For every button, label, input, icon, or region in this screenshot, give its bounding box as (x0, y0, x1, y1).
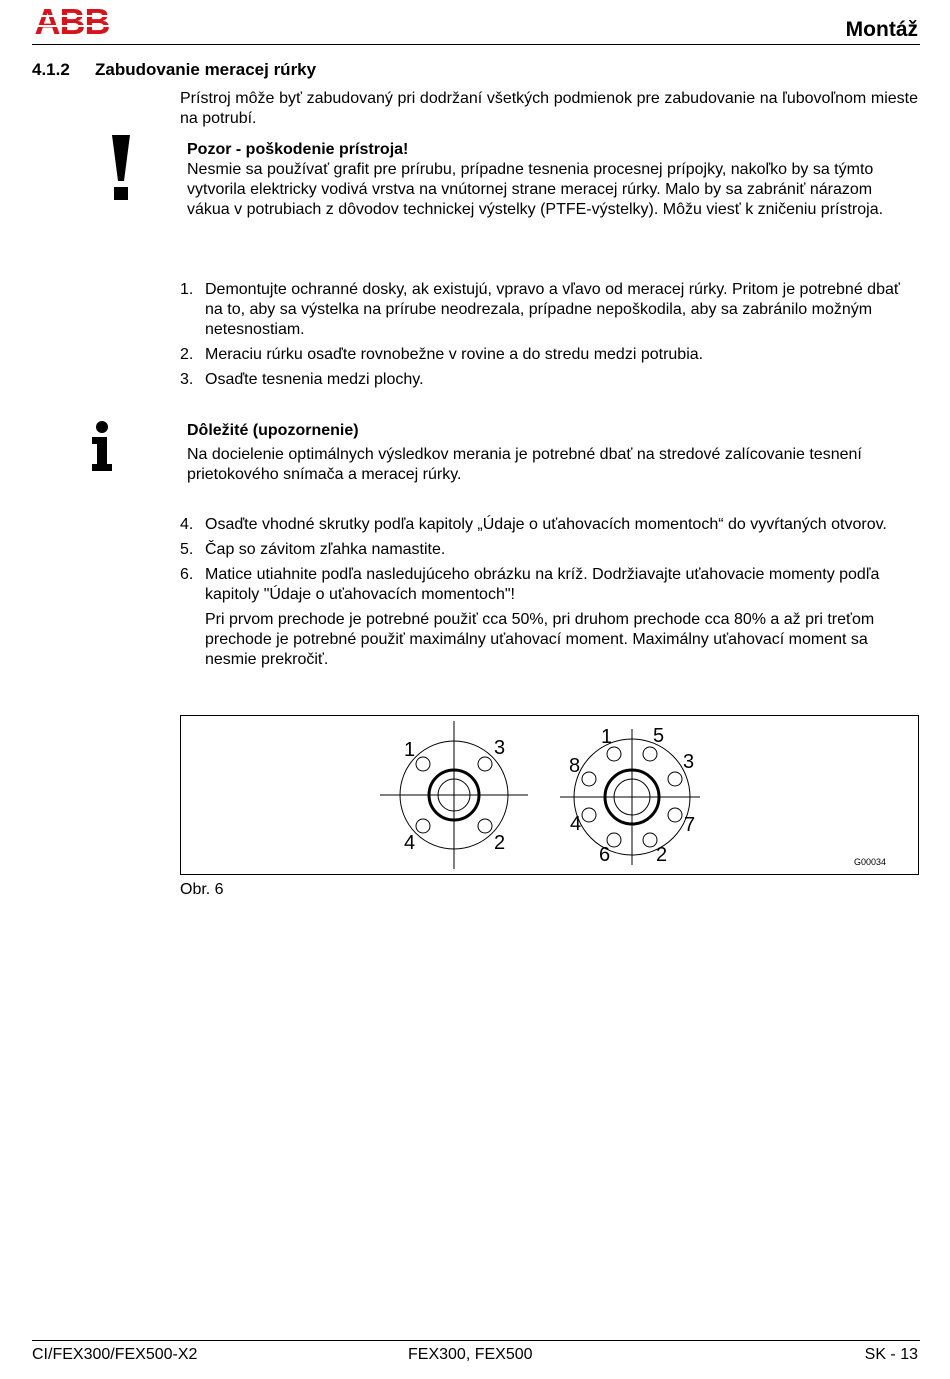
bolt-label: 8 (569, 755, 581, 777)
bolt-hole (478, 757, 492, 771)
step-number: 3. (180, 371, 194, 388)
step-number: 5. (180, 541, 194, 558)
step-text: Pri prvom prechode je potrebné použiť cca 50%, pri druhom prechode cca 80% a až pri treťom prechode je potrebné použiť maximálny uťahovací moment. Maximálny uťahovací moment sa nesmie prekročiť. (205, 611, 875, 668)
list-item (180, 370, 918, 390)
warning-title: Pozor - poškodenie prístroja! (187, 141, 409, 158)
info-icon (88, 420, 116, 472)
intro-paragraph: Prístroj môže byť zabudovaný pri dodržaní všetkých podmienok pre zabudovanie na ľubovoľnom mieste na potrubí. (180, 90, 918, 127)
footer-product: FEX300, FEX500 (408, 1346, 533, 1363)
figure-caption: Obr. 6 (180, 881, 224, 898)
bolt-label: 3 (683, 751, 695, 773)
step-number: 6. (180, 566, 194, 583)
heading-title: Zabudovanie meracej rúrky (95, 60, 317, 79)
flange-8-bolt (560, 729, 700, 865)
info-title: Dôležité (upozornenie) (187, 422, 359, 439)
bolt-hole (416, 819, 430, 833)
bolt-label: 2 (656, 844, 668, 866)
step-text: Čap so závitom zľahka namastite. (205, 541, 446, 558)
step-number: 1. (180, 281, 194, 298)
footer-page-number: SK - 13 (864, 1346, 918, 1363)
bolt-label: 4 (404, 832, 416, 854)
list-item (180, 540, 918, 560)
step-number: 4. (180, 516, 194, 533)
list-item (180, 515, 918, 535)
step-number: 2. (180, 346, 194, 363)
bolt-hole (668, 772, 682, 786)
bolt-label: 3 (494, 737, 506, 759)
bolt-hole (607, 747, 621, 761)
footer-document-id: CI/FEX300/FEX500-X2 (32, 1346, 198, 1363)
bolt-label: 1 (601, 726, 613, 748)
flange-4-bolt (380, 721, 528, 869)
step-text: Matice utiahnite podľa nasledujúceho obrázku na kríž. Dodržiavajte uťahovacie momenty podľa kapitoly "Údaje o uťahovacích momentoch"! (205, 566, 880, 603)
bolt-hole (478, 819, 492, 833)
warning-text: Nesmie sa používať grafit pre prírubu, prípadne tesnenia procesnej prípojky, nakoľko by sa týmto vytvorila elektricky vodivá vrstva na vnútornej strane meracej rúrky. Malo by sa zabrániť nárazom vákua v potrubiach z dôvodov technickej výstelky (PTFE-výstelky). Môžu viesť k zničeniu prístroja. (187, 161, 884, 218)
bolt-label: 6 (599, 844, 611, 866)
bolt-hole (643, 747, 657, 761)
info-notice (187, 421, 887, 485)
bolt-hole (643, 833, 657, 847)
section-title: Montáž (845, 18, 918, 41)
flange-tightening-diagram (180, 715, 919, 875)
bolt-hole (582, 772, 596, 786)
step-text: Meraciu rúrku osaďte rovnobežne v rovine a do stredu medzi potrubia. (205, 346, 704, 363)
figure-code: G00034 (854, 857, 887, 867)
step-text: Osaďte vhodné skrutky podľa kapitoly „Údaje o uťahovacích momentoch“ do vyvŕtaných otvorov. (205, 516, 887, 533)
footer-divider (32, 1340, 920, 1341)
bolt-label: 1 (404, 739, 416, 761)
info-text: Na docielenie optimálnych výsledkov merania je potrebné dbať na stredové zalícovanie tesnení prietokového snímača a meracej rúrky. (187, 446, 862, 483)
bolt-label: 5 (653, 725, 665, 747)
list-item (180, 345, 918, 365)
header-divider (32, 44, 920, 45)
abb-logo (32, 5, 112, 37)
steps-list-b (180, 515, 918, 675)
step-number (180, 610, 205, 670)
step-text: Osaďte tesnenia medzi plochy. (205, 371, 424, 388)
list-item (180, 280, 918, 340)
svg-text:ABB: ABB (34, 5, 110, 37)
bolt-label: 7 (684, 814, 696, 836)
bolt-label: 2 (494, 832, 506, 854)
warning-notice (187, 140, 887, 220)
bolt-hole (416, 757, 430, 771)
bolt-hole (582, 808, 596, 822)
step-text: Demontujte ochranné dosky, ak existujú, vpravo a vľavo od meracej rúrky. Pritom je potrebné dbať na to, aby sa výstelka na prírube neodrezala, prípadne nepoškodila, aby sa zabránilo možným netesnostiam. (205, 281, 900, 338)
list-item (180, 565, 918, 605)
bolt-hole (668, 808, 682, 822)
list-item (180, 610, 918, 670)
bolt-label: 4 (570, 813, 582, 835)
exclamation-icon (108, 135, 134, 201)
heading-number: 4.1.2 (32, 60, 70, 79)
steps-list-a (180, 280, 918, 395)
